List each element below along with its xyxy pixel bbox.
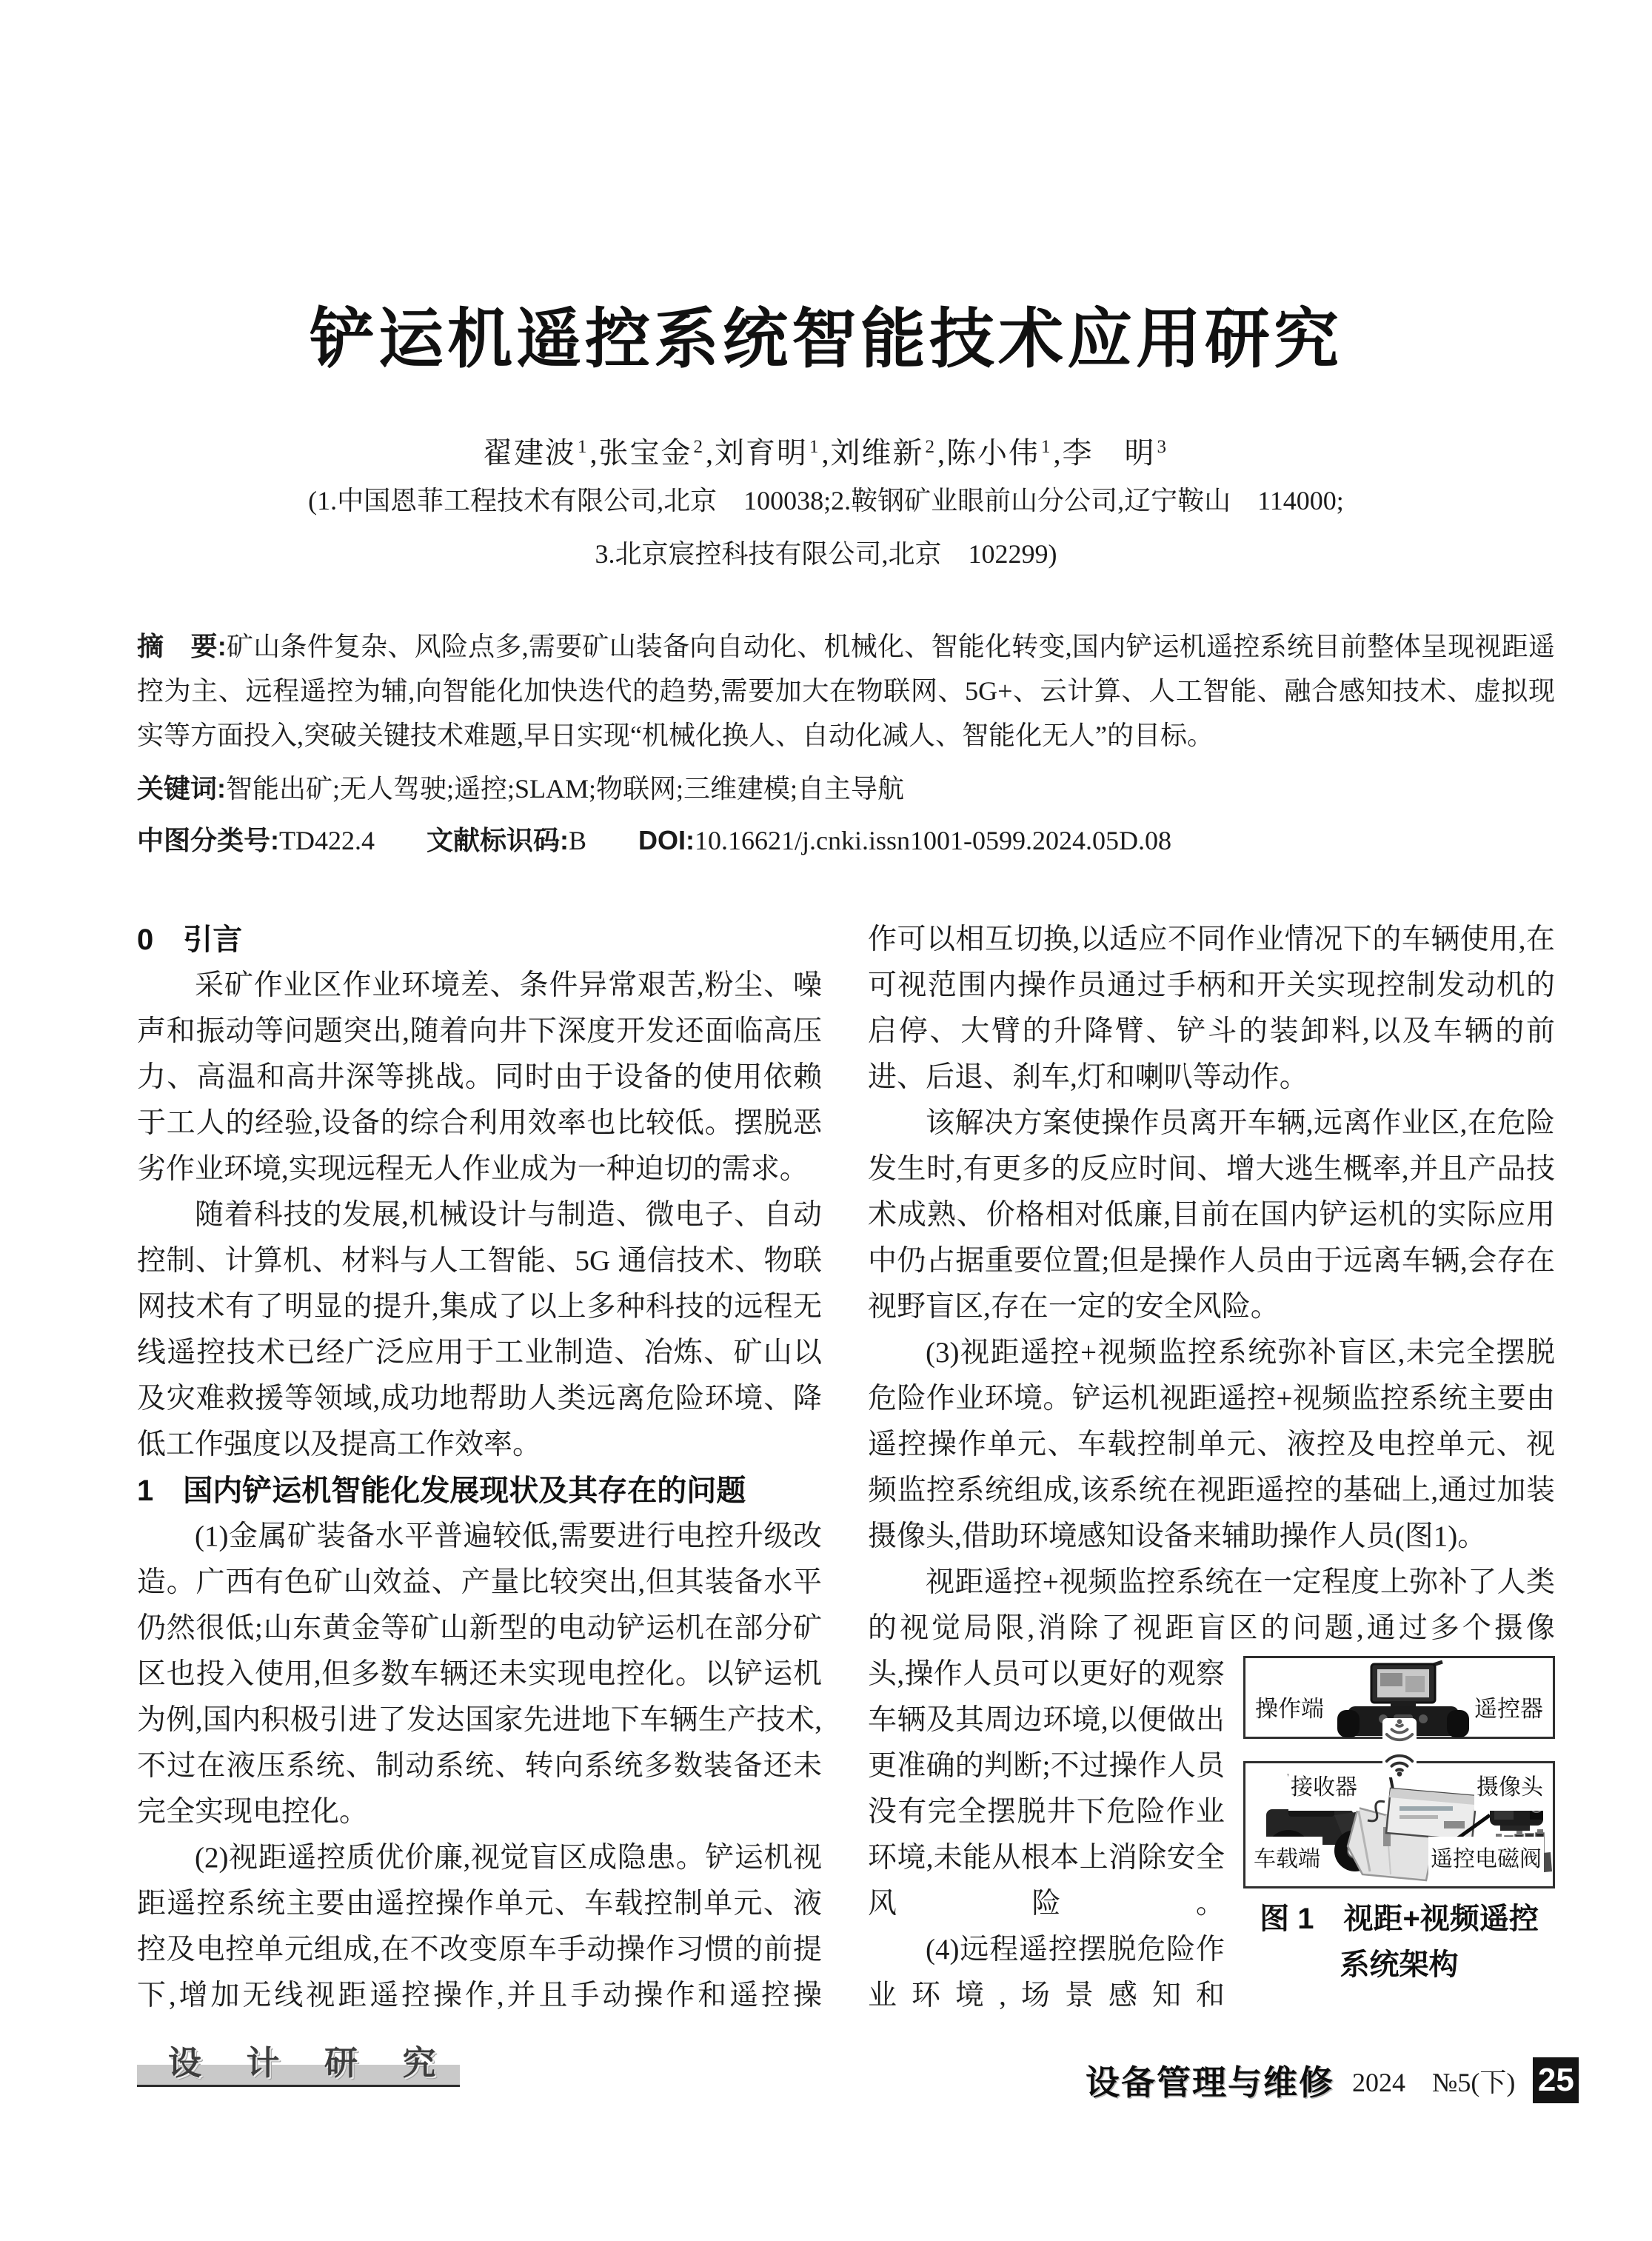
authors-line: 翟建波$^1$,张宝金$^2$,刘育明$^1$,刘维新$^2$,陈小伟$^1$,李 明$^3$ bbox=[483, 436, 1168, 470]
paragraph: (1)金属矿装备水平普遍较低,需要进行电控升级改造。广西有色矿山效益、产量比较突出,但其装备水平仍然很低;山东黄金等矿山新型的电动铲运机在部分矿区也投入使用,但多数车辆还未实现电控化。以铲运机为例,国内积极引进了发达国家先进地下车辆生产技术,不过在液压系统、制动系统、转向系统多数装备还未完全实现电控化。 bbox=[137, 1520, 822, 1828]
author: 李 明$^3$ bbox=[1062, 436, 1168, 470]
affiliation-line-2: 3.北京宸控科技有限公司,北京 102299) bbox=[595, 539, 1057, 569]
figure-label-solenoid-valve: 遥控电磁阀 bbox=[1428, 1837, 1544, 1883]
figure-label-vehicle-side: 车载端 bbox=[1251, 1837, 1322, 1883]
footer-journal-info bbox=[1086, 2056, 1579, 2105]
figure-caption bbox=[1243, 1896, 1555, 1988]
paragraph: (3)视距遥控+视频监控系统弥补盲区,未完全摆脱危险作业环境。铲运机视距遥控+视频监控系统主要由遥控操作单元、车载控制单元、液控及电控单元、视频监控系统组成,该系统在视距遥控的基础上,通过加装摄像头,借助环境感知设备来辅助操作人员(图1)。 bbox=[868, 1337, 1555, 1552]
narrow-text-column bbox=[868, 1651, 1225, 2019]
figure-label-receiver: 接收器 bbox=[1288, 1765, 1360, 1811]
paragraph: 作可以相互切换,以适应不同作业情况下的车辆使用,在可视范围内操作员通过手柄和开关实现控制发动机的启停、大臂的升降臂、铲斗的装卸料,以及车辆的前进、后退、刹车,灯和喇叭等动作。 bbox=[868, 924, 1555, 1093]
figure-vehicle-box bbox=[1243, 1761, 1555, 1888]
page-number-badge: 25 bbox=[1533, 2057, 1579, 2103]
journal-issue: 2024 №5(下) bbox=[1352, 2067, 1516, 2097]
figure-label-remote: 遥控器 bbox=[1472, 1686, 1545, 1732]
paragraph: (4)远程遥控摆脱危险作业环境,场景感知和 bbox=[868, 1934, 1225, 2011]
author: 刘育明$^1$ bbox=[715, 436, 820, 470]
abstract bbox=[137, 624, 1555, 758]
figure-caption-line-1: 图 1 视距+视频遥控 bbox=[1260, 1903, 1539, 1935]
author: 刘维新$^2$ bbox=[830, 436, 936, 470]
paragraph: 头,操作人员可以更好的观察车辆及其周边环境,以便做出更准确的判断;不过操作人员没有完全摆脱井下危险作业环境,未能从根本上消除安全风险。 bbox=[868, 1658, 1225, 1920]
right-column bbox=[868, 917, 1555, 2019]
meta-line bbox=[137, 818, 1555, 863]
paragraph: (2)视距遥控质优价廉,视觉盲区成隐患。铲运机视距遥控系统主要由遥控操作单元、车载控制单元、液控及电控单元组成,在不改变原车手动操作习惯的前提下,增加无线视距遥控操作,并且手动操作和遥控操 bbox=[137, 1842, 822, 2011]
text-figure-row bbox=[868, 1651, 1555, 2019]
paragraph: 采矿作业区作业环境差、条件异常艰苦,粉尘、噪声和振动等问题突出,随着向井下深度开发还面临高压力、高温和高井深等挑战。同时由于设备的使用依赖于工人的经验,设备的综合利用效率也比较低。摆脱恶劣作业环境,实现远程无人作业成为一种迫切的需求。 bbox=[137, 969, 822, 1185]
page-title: 铲运机遥控系统智能技术应用研究 bbox=[309, 302, 1342, 375]
front-matter bbox=[137, 624, 1555, 863]
clc-value: TD422.4 bbox=[279, 826, 375, 855]
figure-label-operator-side: 操作端 bbox=[1253, 1686, 1326, 1732]
journal-name: 设备管理与维修 bbox=[1086, 2063, 1334, 2102]
author: 张宝金$^2$ bbox=[598, 436, 704, 470]
affiliation-line-1: (1.中国恩菲工程技术有限公司,北京 100038;2.鞍钢矿业眼前山分公司,辽宁鞍山 114000; bbox=[308, 486, 1344, 515]
paragraph: 该解决方案使操作员离开车辆,远离作业区,在危险发生时,有更多的反应时间、增大逃生概率,并且产品技术成熟、价格相对低廉,目前在国内铲运机的实际应用中仍占据重要位置;但是操作人员由于远离车辆,会存在视野盲区,存在一定的安全风险。 bbox=[868, 1107, 1555, 1323]
footer-section-banner bbox=[137, 2044, 460, 2088]
keywords-label: 关键词: bbox=[137, 773, 226, 804]
author: 陈小伟$^1$ bbox=[946, 436, 1052, 470]
keywords bbox=[137, 767, 1555, 811]
wifi-signal-down-icon bbox=[1382, 1718, 1417, 1748]
abstract-text: 矿山条件复杂、风险点多,需要矿山装备向自动化、机械化、智能化转变,国内铲运机遥控系统目前整体呈现视距遥控为主、远程遥控为辅,向智能化加快迭代的趋势,需要加大在物联网、5G+、云计算、人工智能、融合感知技术、虚拟现实等方面投入,突破关键技术难题,早日实现“机械化换人、自动化减人、智能化无人”的目标。 bbox=[137, 632, 1555, 750]
paragraph: 视距遥控+视频监控系统在一定程度上弥补了人类的视觉局限,消除了视距盲区的问题,通过多个摄像 bbox=[868, 1566, 1555, 1644]
left-column bbox=[137, 917, 822, 2019]
figure-label-camera: 摄像头 bbox=[1474, 1765, 1545, 1811]
author: 翟建波$^1$ bbox=[483, 436, 589, 470]
figure-1 bbox=[1243, 1656, 1555, 1988]
section-heading-0: 0 引言 bbox=[137, 924, 243, 956]
doc-code-label: 文献标识码: bbox=[427, 825, 569, 855]
section-heading-1: 1 国内铲运机智能化发展现状及其存在的问题 bbox=[137, 1474, 746, 1507]
abstract-label: 摘 要: bbox=[137, 631, 227, 661]
doc-code-value: B bbox=[569, 826, 587, 855]
paragraph: 随着科技的发展,机械设计与制造、微电子、自动控制、计算机、材料与人工智能、5G 通信技术、物联网技术有了明显的提升,集成了以上多种科技的远程无线遥控技术已经广泛应用于工业制造、冶炼、矿山以及灾难救援等领域,成功地帮助人类远离危险环境、降低工作强度以及提高工作效率。 bbox=[137, 1199, 822, 1460]
wifi-signal-up-icon bbox=[1382, 1748, 1417, 1777]
footer-section-label: 设 计 研 究 bbox=[168, 2044, 454, 2082]
keywords-text: 智能出矿;无人驾驶;遥控;SLAM;物联网;三维建模;自主导航 bbox=[226, 774, 905, 804]
figure-caption-line-2: 系统架构 bbox=[1340, 1948, 1459, 1981]
clc-label: 中图分类号: bbox=[137, 825, 279, 855]
doi-label: DOI: bbox=[638, 825, 695, 855]
doi-value: 10.16621/j.cnki.issn1001-0599.2024.05D.08 bbox=[695, 826, 1172, 855]
